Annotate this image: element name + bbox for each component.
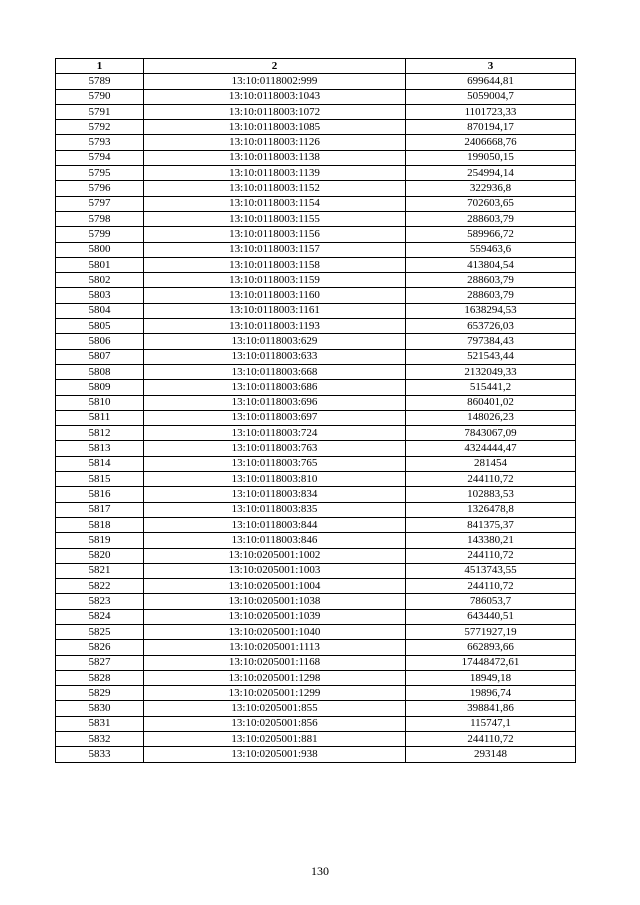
cadastral-number-cell: 13:10:0205001:1168 <box>144 655 406 670</box>
cadastral-number-cell: 13:10:0205001:1039 <box>144 609 406 624</box>
table-row <box>56 135 576 150</box>
table-row <box>56 533 576 548</box>
cadastral-number-cell: 13:10:0118003:1152 <box>144 181 406 196</box>
table-row <box>56 456 576 471</box>
cadastral-number-cell: 13:10:0205001:1113 <box>144 640 406 655</box>
row-number-cell: 5791 <box>56 104 144 119</box>
row-number-cell: 5815 <box>56 472 144 487</box>
cadastral-number-cell: 13:10:0118003:1154 <box>144 196 406 211</box>
cadastral-number-cell: 13:10:0118003:1193 <box>144 319 406 334</box>
cadastral-number-cell: 13:10:0118003:844 <box>144 517 406 532</box>
table-row <box>56 563 576 578</box>
table-row <box>56 303 576 318</box>
table-row <box>56 364 576 379</box>
table-row <box>56 517 576 532</box>
value-cell: 699644,81 <box>406 74 576 89</box>
row-number-cell: 5813 <box>56 441 144 456</box>
row-number-cell: 5821 <box>56 563 144 578</box>
row-number-cell: 5816 <box>56 487 144 502</box>
table-row <box>56 609 576 624</box>
cadastral-number-cell: 13:10:0118003:1155 <box>144 211 406 226</box>
table-row <box>56 670 576 685</box>
row-number-cell: 5820 <box>56 548 144 563</box>
cadastral-number-cell: 13:10:0205001:1003 <box>144 563 406 578</box>
table-row <box>56 655 576 670</box>
table-row <box>56 227 576 242</box>
table-row <box>56 319 576 334</box>
value-cell: 281454 <box>406 456 576 471</box>
table-row <box>56 242 576 257</box>
row-number-cell: 5828 <box>56 670 144 685</box>
cadastral-number-cell: 13:10:0118003:1158 <box>144 257 406 272</box>
row-number-cell: 5817 <box>56 502 144 517</box>
value-cell: 559463,6 <box>406 242 576 257</box>
value-cell: 7843067,09 <box>406 426 576 441</box>
table-row <box>56 211 576 226</box>
table-row <box>56 701 576 716</box>
cadastral-number-cell: 13:10:0118003:1139 <box>144 166 406 181</box>
table-row <box>56 548 576 563</box>
row-number-cell: 5794 <box>56 150 144 165</box>
value-cell: 4324444,47 <box>406 441 576 456</box>
value-cell: 288603,79 <box>406 211 576 226</box>
table-row <box>56 273 576 288</box>
table-row <box>56 150 576 165</box>
row-number-cell: 5792 <box>56 120 144 135</box>
row-number-cell: 5802 <box>56 273 144 288</box>
cadastral-number-cell: 13:10:0118003:697 <box>144 410 406 425</box>
table-row <box>56 579 576 594</box>
table-row <box>56 624 576 639</box>
value-cell: 786053,7 <box>406 594 576 609</box>
value-cell: 643440,51 <box>406 609 576 624</box>
row-number-cell: 5812 <box>56 426 144 441</box>
cadastral-number-cell: 13:10:0118003:1156 <box>144 227 406 242</box>
table-row <box>56 166 576 181</box>
row-number-cell: 5807 <box>56 349 144 364</box>
value-cell: 4513743,55 <box>406 563 576 578</box>
cadastral-number-cell: 13:10:0118003:1138 <box>144 150 406 165</box>
value-cell: 702603,65 <box>406 196 576 211</box>
cadastral-number-cell: 13:10:0205001:1002 <box>144 548 406 563</box>
cadastral-number-cell: 13:10:0118003:1085 <box>144 120 406 135</box>
table-row <box>56 441 576 456</box>
value-cell: 115747,1 <box>406 716 576 731</box>
value-cell: 662893,66 <box>406 640 576 655</box>
table-row <box>56 380 576 395</box>
value-cell: 860401,02 <box>406 395 576 410</box>
row-number-cell: 5790 <box>56 89 144 104</box>
cadastral-number-cell: 13:10:0118003:834 <box>144 487 406 502</box>
row-number-cell: 5832 <box>56 732 144 747</box>
table-row <box>56 181 576 196</box>
cadastral-number-cell: 13:10:0118003:724 <box>144 426 406 441</box>
cadastral-number-cell: 13:10:0118003:763 <box>144 441 406 456</box>
row-number-cell: 5808 <box>56 364 144 379</box>
table-row <box>56 288 576 303</box>
row-number-cell: 5796 <box>56 181 144 196</box>
table-row <box>56 686 576 701</box>
value-cell: 1101723,33 <box>406 104 576 119</box>
table-row <box>56 349 576 364</box>
table-row <box>56 747 576 762</box>
row-number-cell: 5793 <box>56 135 144 150</box>
row-number-cell: 5827 <box>56 655 144 670</box>
table-header <box>56 59 576 74</box>
row-number-cell: 5795 <box>56 166 144 181</box>
row-number-cell: 5826 <box>56 640 144 655</box>
value-cell: 244110,72 <box>406 732 576 747</box>
table-row <box>56 104 576 119</box>
cadastral-number-cell: 13:10:0118003:696 <box>144 395 406 410</box>
value-cell: 143380,21 <box>406 533 576 548</box>
table-body <box>56 74 576 762</box>
row-number-cell: 5805 <box>56 319 144 334</box>
row-number-cell: 5829 <box>56 686 144 701</box>
table-row <box>56 732 576 747</box>
value-cell: 102883,53 <box>406 487 576 502</box>
value-cell: 293148 <box>406 747 576 762</box>
value-cell: 797384,43 <box>406 334 576 349</box>
cadastral-value-table <box>55 58 576 763</box>
cadastral-number-cell: 13:10:0205001:1004 <box>144 579 406 594</box>
cadastral-number-cell: 13:10:0205001:1299 <box>144 686 406 701</box>
value-cell: 398841,86 <box>406 701 576 716</box>
value-cell: 254994,14 <box>406 166 576 181</box>
value-cell: 322936,8 <box>406 181 576 196</box>
cadastral-number-cell: 13:10:0205001:1038 <box>144 594 406 609</box>
table-row <box>56 74 576 89</box>
table-row <box>56 395 576 410</box>
row-number-cell: 5798 <box>56 211 144 226</box>
cadastral-number-cell: 13:10:0118002:999 <box>144 74 406 89</box>
table-row <box>56 594 576 609</box>
value-cell: 2132049,33 <box>406 364 576 379</box>
table-row <box>56 196 576 211</box>
cadastral-number-cell: 13:10:0118003:1161 <box>144 303 406 318</box>
row-number-cell: 5831 <box>56 716 144 731</box>
cadastral-number-cell: 13:10:0205001:881 <box>144 732 406 747</box>
table-row <box>56 716 576 731</box>
cadastral-number-cell: 13:10:0118003:1157 <box>144 242 406 257</box>
cadastral-number-cell: 13:10:0118003:686 <box>144 380 406 395</box>
cadastral-number-cell: 13:10:0205001:856 <box>144 716 406 731</box>
table-row <box>56 334 576 349</box>
value-cell: 870194,17 <box>406 120 576 135</box>
row-number-cell: 5789 <box>56 74 144 89</box>
cadastral-number-cell: 13:10:0205001:1040 <box>144 624 406 639</box>
value-cell: 521543,44 <box>406 349 576 364</box>
row-number-cell: 5823 <box>56 594 144 609</box>
value-cell: 1326478,8 <box>406 502 576 517</box>
cadastral-number-cell: 13:10:0118003:1043 <box>144 89 406 104</box>
row-number-cell: 5803 <box>56 288 144 303</box>
value-cell: 288603,79 <box>406 273 576 288</box>
table-row <box>56 502 576 517</box>
value-cell: 244110,72 <box>406 548 576 563</box>
cadastral-number-cell: 13:10:0118003:668 <box>144 364 406 379</box>
value-cell: 5059004,7 <box>406 89 576 104</box>
value-cell: 18949,18 <box>406 670 576 685</box>
row-number-cell: 5814 <box>56 456 144 471</box>
table-row <box>56 487 576 502</box>
header-row <box>56 59 576 74</box>
column-header-cadastral-number: 2 <box>144 59 406 74</box>
value-cell: 199050,15 <box>406 150 576 165</box>
cadastral-number-cell: 13:10:0205001:938 <box>144 747 406 762</box>
cadastral-number-cell: 13:10:0205001:855 <box>144 701 406 716</box>
value-cell: 148026,23 <box>406 410 576 425</box>
cadastral-number-cell: 13:10:0118003:629 <box>144 334 406 349</box>
value-cell: 244110,72 <box>406 472 576 487</box>
value-cell: 244110,72 <box>406 579 576 594</box>
cadastral-number-cell: 13:10:0118003:633 <box>144 349 406 364</box>
value-cell: 19896,74 <box>406 686 576 701</box>
row-number-cell: 5825 <box>56 624 144 639</box>
cadastral-number-cell: 13:10:0118003:1159 <box>144 273 406 288</box>
value-cell: 413804,54 <box>406 257 576 272</box>
row-number-cell: 5800 <box>56 242 144 257</box>
cadastral-number-cell: 13:10:0118003:1160 <box>144 288 406 303</box>
table-row <box>56 89 576 104</box>
column-header-value: 3 <box>406 59 576 74</box>
cadastral-number-cell: 13:10:0118003:765 <box>144 456 406 471</box>
value-cell: 841375,37 <box>406 517 576 532</box>
cadastral-number-cell: 13:10:0118003:810 <box>144 472 406 487</box>
cadastral-number-cell: 13:10:0118003:1072 <box>144 104 406 119</box>
row-number-cell: 5811 <box>56 410 144 425</box>
row-number-cell: 5824 <box>56 609 144 624</box>
table-row <box>56 120 576 135</box>
row-number-cell: 5830 <box>56 701 144 716</box>
row-number-cell: 5799 <box>56 227 144 242</box>
row-number-cell: 5797 <box>56 196 144 211</box>
row-number-cell: 5809 <box>56 380 144 395</box>
value-cell: 288603,79 <box>406 288 576 303</box>
table-row <box>56 640 576 655</box>
row-number-cell: 5819 <box>56 533 144 548</box>
value-cell: 589966,72 <box>406 227 576 242</box>
value-cell: 515441,2 <box>406 380 576 395</box>
row-number-cell: 5804 <box>56 303 144 318</box>
table-row <box>56 410 576 425</box>
row-number-cell: 5801 <box>56 257 144 272</box>
row-number-cell: 5806 <box>56 334 144 349</box>
row-number-cell: 5822 <box>56 579 144 594</box>
table-row <box>56 426 576 441</box>
value-cell: 1638294,53 <box>406 303 576 318</box>
table-row <box>56 472 576 487</box>
row-number-cell: 5810 <box>56 395 144 410</box>
value-cell: 5771927,19 <box>406 624 576 639</box>
value-cell: 2406668,76 <box>406 135 576 150</box>
cadastral-number-cell: 13:10:0118003:1126 <box>144 135 406 150</box>
value-cell: 17448472,61 <box>406 655 576 670</box>
value-cell: 653726,03 <box>406 319 576 334</box>
table-row <box>56 257 576 272</box>
cadastral-number-cell: 13:10:0118003:846 <box>144 533 406 548</box>
cadastral-number-cell: 13:10:0205001:1298 <box>144 670 406 685</box>
page-number: 130 <box>311 864 329 878</box>
row-number-cell: 5818 <box>56 517 144 532</box>
column-header-number: 1 <box>56 59 144 74</box>
cadastral-number-cell: 13:10:0118003:835 <box>144 502 406 517</box>
row-number-cell: 5833 <box>56 747 144 762</box>
